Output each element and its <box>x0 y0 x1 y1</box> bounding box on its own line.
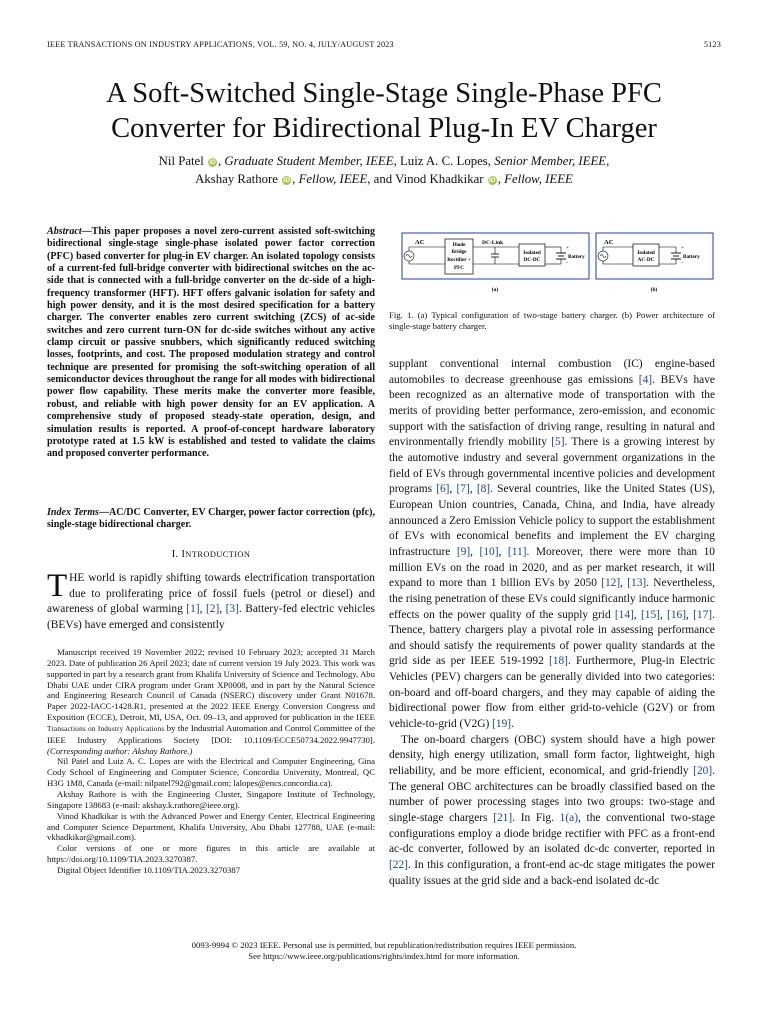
intro-text: . Battery-fed electric vehicles (BEVs) have emerged and consistently <box>47 603 375 632</box>
orcid-icon[interactable]: iD <box>283 177 290 184</box>
citation-link[interactable]: [6] <box>436 483 450 496</box>
section-title-initial: I <box>181 549 186 560</box>
body-text: , <box>469 483 477 496</box>
citation-link[interactable]: [18] <box>548 655 568 668</box>
author-name: Luiz A. C. Lopes <box>399 154 488 168</box>
author-list <box>40 152 728 188</box>
first-page-footnote <box>47 647 375 876</box>
title-line-2: Converter for Bidirectional Plug-In EV Charger <box>111 113 657 144</box>
body-paragraph <box>389 733 715 890</box>
index-terms-label: Index Terms <box>47 507 99 518</box>
body-text: , <box>470 545 480 558</box>
author-line-2: Akshay Rathore iD , Fellow, IEEE, and Vinod Khadkikar iD , Fellow, IEEE <box>195 172 573 186</box>
ac-source-label: AC <box>604 239 614 246</box>
doi-note: Digital Object Identifier 10.1109/TIA.2023.3270387 <box>57 864 241 875</box>
index-terms-text: —AC/DC Converter, EV Charger, power factor correction (pfc), single-stage bidirectional charger. <box>47 507 375 531</box>
body-text: , <box>633 608 641 621</box>
battery-label: Battery <box>683 254 700 260</box>
copyright-line: 0093-9994 © 2023 IEEE. Personal use is permitted, but republication/redistribution requires IEEE permission. <box>191 940 577 950</box>
journal-smallcaps: Transactions on Industry Applications <box>47 724 165 733</box>
body-text: supplant conventional internal combustion (IC) engine-based automobiles to decrease greenhouse gas emissions <box>389 358 715 386</box>
paper-title <box>40 76 728 146</box>
figure-reference-link[interactable]: 1(a) <box>559 812 578 825</box>
corresponding-author: (Corresponding author: Akshay Rathore.) <box>47 745 193 756</box>
body-text: . Nevertheless, the rising penetration of these EVs could significantly induce harmonic effects on the power quality of the supply grid <box>389 577 715 621</box>
citation-link[interactable]: [7] <box>456 483 470 496</box>
citation-link[interactable]: [4] <box>638 373 653 386</box>
author-name: Nil Patel <box>158 154 204 168</box>
affiliation-note: Nil Patel and Luiz A. C. Lopes are with the Electrical and Computer Engineering, Gina Cody School of Engineering and Computer Science, Concordia University, Montreal, QC H3G 1M8, Canada (e-mail: nilpatel792@gmail.com; lalopes@encs.concordia.ca). <box>47 756 375 789</box>
citation-link[interactable]: [22] <box>389 859 408 871</box>
body-text: . <box>511 718 514 731</box>
author-membership: Graduate Student Member, IEEE <box>224 154 394 168</box>
body-text: , <box>659 608 668 621</box>
block-label: Bridge <box>451 249 467 255</box>
intro-text: , <box>199 603 206 616</box>
body-text: . In this configuration, a front-end ac-dc stage mitigates the power quality issues at the grid side and a back-end isolated dc-dc <box>389 859 715 887</box>
body-text: . The general OBC architectures can be broadly classified based on the number of power processing stages into two groups: two-stage and single-stage chargers <box>389 765 715 825</box>
subfigure-label: (b) <box>650 287 658 293</box>
section-title-rest: NTRODUCTION <box>185 550 251 559</box>
citation-link[interactable]: [19] <box>492 718 512 731</box>
body-text: . Thence, battery chargers play a pivotal role in assessing performance and should satisfy the requirements of power quality standards at the grid side as per IEEE 519-1992 <box>389 608 715 668</box>
block-label: Isolated <box>637 250 655 256</box>
citation-link[interactable]: [20] <box>693 765 713 778</box>
intro-text: world is rapidly shifting towards electrification transportation due to proliferating price of fossil fuels (petrol or diesel) and awareness of global warming <box>47 572 375 616</box>
page-number: 5123 <box>703 40 721 49</box>
author-membership: Fellow, IEEE <box>504 172 573 186</box>
intro-text: , <box>219 603 226 616</box>
footnote-text: by the Industrial Automation and Control Committee of the IEEE Industry Applications Society [DOI: 10.1109/ECCE50734.2022.9947730]. <box>47 722 375 745</box>
citation-link[interactable]: [15] <box>640 608 660 621</box>
body-text: , <box>686 608 694 621</box>
battery-label: Battery <box>568 254 585 260</box>
body-text: . In Fig. <box>512 812 560 825</box>
body-text: , <box>498 545 508 558</box>
journal-name: IEEE TRANSACTIONS ON INDUSTRY APPLICATIONS, VOL. 59, NO. 4, JULY/AUGUST 2023 <box>47 40 394 49</box>
block-label: PFC <box>453 265 465 271</box>
abstract-text: —This paper proposes a novel zero-current assisted soft-switching bidirectional single-stage single-phase isolated power factor correction (PFC) based converter for plug-in EV charger. An isolated topology consists of a current-fed full-bridge converter with bidirectional switches on the ac-side that is connected with a full-bridge converter on the dc-side of a high-frequency transformer (HFT). HFT offers galvanic isolation for safety and high power density, and it is the most desired specification for a battery charger. The converter enables zero current switching (ZCS) of ac-side switches and zero current turn-ON for dc-side switches without any active clamp circuit or passive snubbers, which significantly reduced switching losses, footprints, and cost. The proposed modulation strategy and control technique are presented for promising the soft-switching operation of all semiconductor devices throughout the range for all modes with bidirectional power flow capability. These merits make the converter more feasible, robust, and reliable with high power density for an EV application. A comprehensive study of proposed steady-state operation, design, and simulation results is reported. A proof-of-concept hardware laboratory prototype rated at 1.5 kW is established and tested to validate the claims and proposed converter performance. <box>47 226 375 460</box>
citation-link[interactable]: [17] <box>693 608 713 621</box>
body-text: The on-board chargers (OBC) system should have a high power density, high energy utilization, small form factor, lightweight, high reliability, and be more efficient, economical, and grid-friendly <box>389 733 715 778</box>
abstract <box>47 226 375 461</box>
citation-link[interactable]: [11] <box>507 545 527 558</box>
body-text: , <box>620 577 628 590</box>
citation-link[interactable]: [5] <box>551 436 565 449</box>
orcid-icon[interactable]: iD <box>489 177 496 184</box>
polarity-minus: - <box>566 260 568 266</box>
dc-link-label: DC-Link <box>482 240 504 246</box>
body-text: . There is a growing interest by the automotive industry and several government organizations in the field of EVs through governmental incentive policies and development programs <box>389 436 715 496</box>
affiliation-note: Vinod Khadkikar is with the Advanced Power and Energy Center, Electrical Engineering and Computer Science Department, Khalifa University, Abu Dhabi 127788, UAE (e-mail: vkhadkikar@gmail.com). <box>47 810 375 843</box>
author-line-1: Nil Patel iD , Graduate Student Member, IEEE, Luiz A. C. Lopes, Senior Member, IEEE, <box>158 154 610 168</box>
footnote-text: Manuscript received 19 November 2022; revised 10 February 2023; accepted 31 March 2023. Date of publication 26 April 2023; date of current version 19 July 2023. This work was supported in part by a research grant from Khalifa University of Science and Technology, Abu Dhabi UAE under CIRA program under Grant XP0008, and in part by the Natural Science and Engineering Research Council of Canada (NSERC) discovery under Grant N01678. Paper 2022-IACC-1428.R1, presented at the 2022 IEEE Energy Conversion Congress and Exposition (ECCE), Detroit, MI, USA, Oct. 09–13, and approved for publication in the IEEE <box>47 647 375 723</box>
citation-link[interactable]: [16] <box>667 608 687 621</box>
polarity-minus: - <box>681 260 683 266</box>
citation-link[interactable]: [13] <box>627 577 647 590</box>
body-text: , the conventional two-stage configurations employ a diode bridge rectifier with PFC as a front-end ac-dc converter, followed by an isolated dc-dc converter, reported in <box>389 812 715 856</box>
figure-1 <box>401 232 714 294</box>
citation-link[interactable]: [8] <box>476 483 491 496</box>
body-text: . Furthermore, Plug-in Electric Vehicles (PEV) chargers can be generally divided into two categories: on-board and off-board chargers, and they may capable of aiding the bidirectional power flow from either grid-to-vehicle (G2V) or from vehicle-to-grid (V2G) <box>389 655 715 731</box>
body-text: , <box>449 483 457 496</box>
orcid-icon[interactable]: iD <box>209 159 216 166</box>
color-versions-note: Color versions of one or more figures in this article are available at https://doi.org/10.1109/TIA.2023.3270387. <box>47 843 375 865</box>
block-label: Isolated <box>523 250 541 256</box>
rights-url-line: See https://www.ieee.org/publications/rights/index.html for more information. <box>248 950 520 961</box>
citation-link[interactable]: [10] <box>479 545 499 558</box>
figure-1-caption: Fig. 1. (a) Typical configuration of two-stage battery charger. (b) Power architecture of single-stage battery charger. <box>389 310 715 331</box>
body-text: . Moreover, there were more than 10 million EVs on the road in 2020, and as per market research, it will expand to more than 1 billion EVs by 2050 <box>389 545 716 590</box>
polarity-plus: + <box>681 245 685 251</box>
index-terms <box>47 507 375 532</box>
citation-link[interactable]: [1] <box>186 603 200 616</box>
citation-link[interactable]: [12] <box>601 577 621 590</box>
intro-smallcaps: HE <box>69 572 85 584</box>
intro-paragraph <box>47 568 375 634</box>
section-heading <box>47 549 375 560</box>
ac-source-label: AC <box>415 239 425 246</box>
citation-link[interactable]: [3] <box>225 603 239 616</box>
block-label: Diode <box>452 242 466 248</box>
abstract-label: Abstract <box>47 226 82 237</box>
affiliation-note: Akshay Rathore is with the Engineering Cluster, Singapore Institute of Technology, Singapore 138683 (e-mail: akshay.k.rathore@ieee.org). <box>47 788 375 810</box>
block-label: DC-DC <box>523 257 541 263</box>
block-label: AC-DC <box>637 257 655 263</box>
citation-link[interactable]: [21] <box>493 812 513 825</box>
author-name: , and Vinod Khadkikar <box>367 172 484 186</box>
subfigure-label: (a) <box>491 287 499 293</box>
author-membership: Senior Member, IEEE <box>494 154 607 168</box>
drop-cap: T <box>47 568 68 604</box>
body-text: . Several countries, like the United States (US), European Union countries, Canada, China, and India, have already announced a Zero Emission Vehicle policy to support the establishment of EVs with economical benefits and implement the EV charging infrastructure <box>389 483 716 558</box>
figure-1-diagram <box>401 232 714 294</box>
citation-link[interactable]: [14] <box>614 608 634 621</box>
title-line-1: A Soft-Switched Single-Stage Single-Phase PFC <box>106 78 662 109</box>
citation-link[interactable]: [2] <box>205 603 220 616</box>
body-text-right <box>389 357 715 889</box>
body-paragraph <box>389 357 715 733</box>
section-number: I. <box>171 549 182 560</box>
author-name: Akshay Rathore <box>195 172 278 186</box>
copyright-footer <box>40 940 728 962</box>
citation-link[interactable]: [9] <box>456 545 471 558</box>
polarity-plus: + <box>566 245 570 251</box>
block-label: Rectifier + <box>447 257 471 263</box>
manuscript-note <box>47 647 375 756</box>
author-membership: Fellow, IEEE <box>298 172 368 186</box>
body-text: . BEVs have been recognized as an alternative mode of transportation with the merits of providing better performance, zero-emission, and economic support with the satisfaction of driving range, resulting in natural and environmentally friendly mobility <box>389 373 715 449</box>
